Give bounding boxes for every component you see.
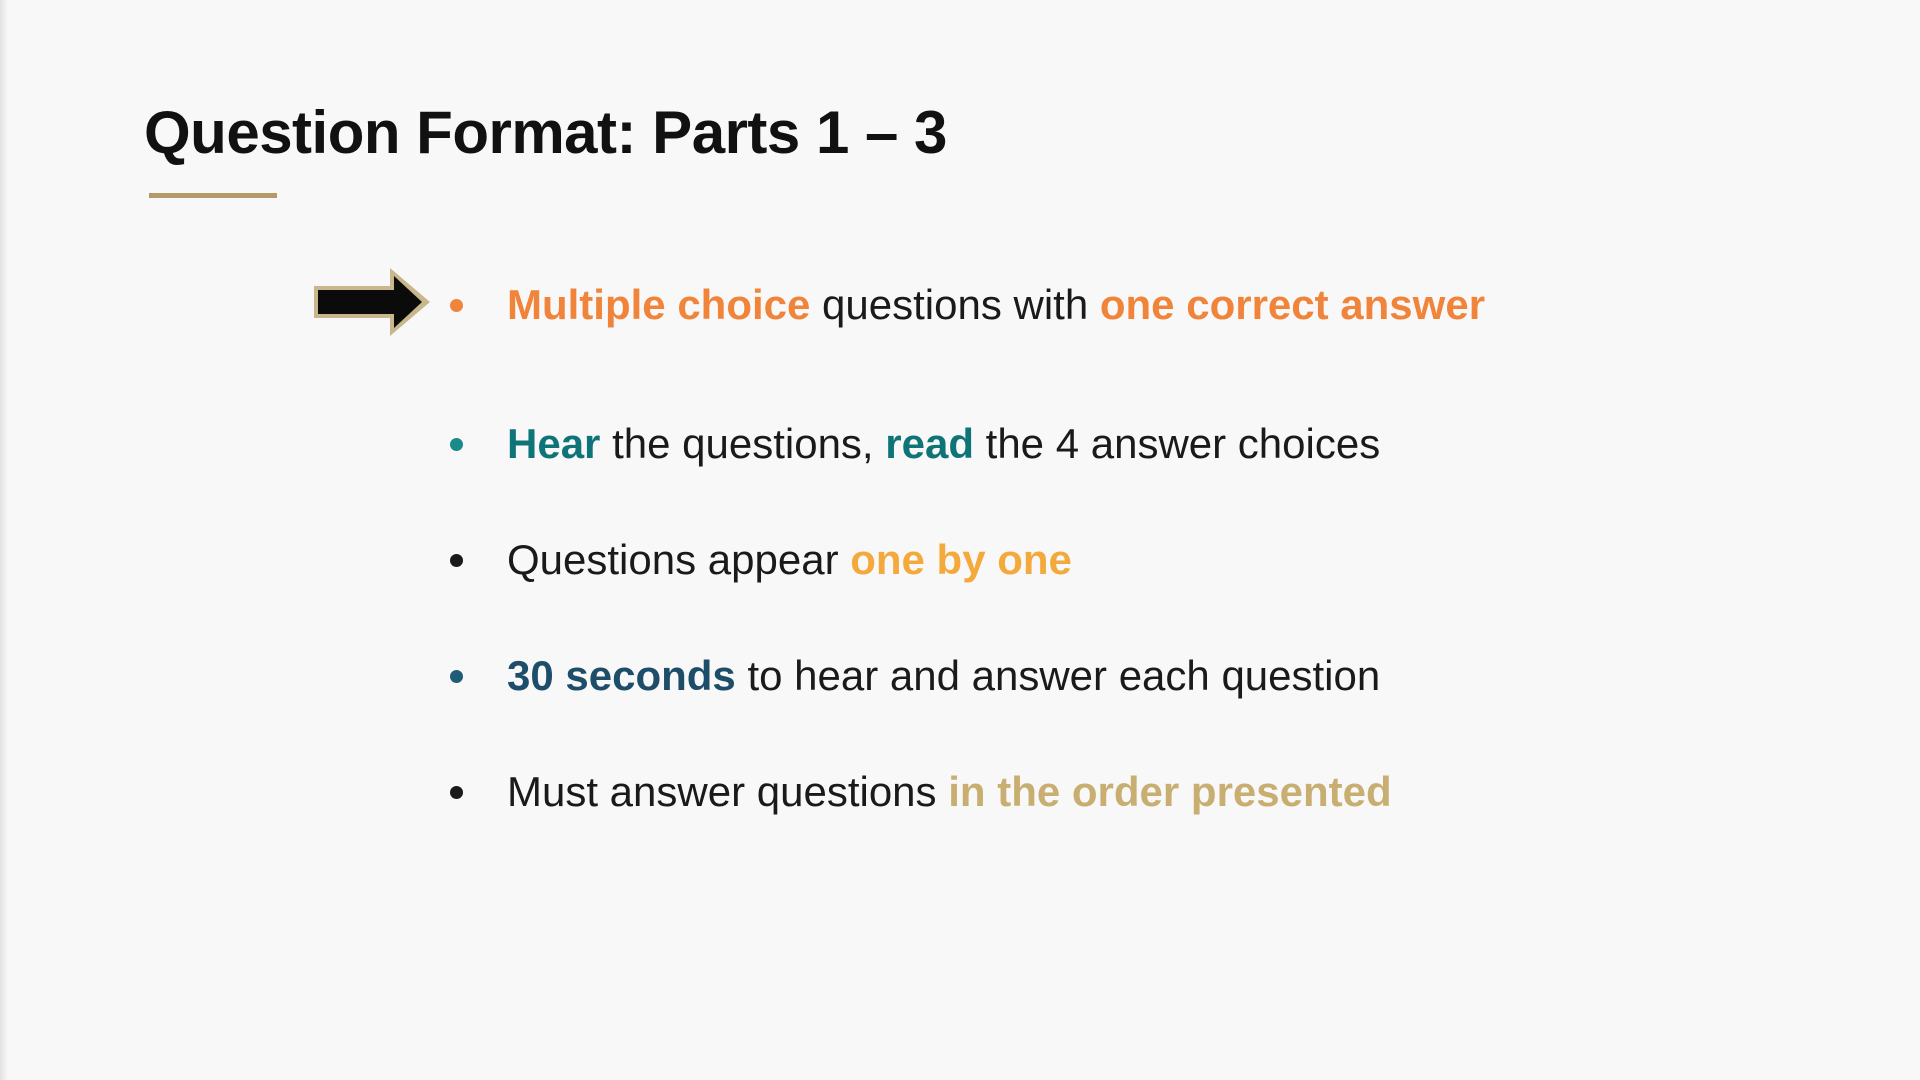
bullet-item (450, 618, 1485, 734)
bullet-highlight: read (885, 420, 974, 467)
bullet-dot-icon (450, 438, 463, 451)
bullet-text (507, 281, 1485, 329)
bullet-segment: to hear and answer each question (735, 652, 1381, 699)
bullet-highlight: 30 seconds (507, 652, 736, 699)
bullet-highlight: one by one (850, 536, 1072, 583)
bullet-item (450, 270, 1485, 340)
bullet-text (507, 652, 1380, 700)
bullet-text (507, 536, 1072, 584)
right-arrow-icon (312, 266, 432, 338)
bullet-item (450, 734, 1485, 850)
bullet-dot-icon (450, 554, 463, 567)
title-underline (149, 193, 277, 198)
bullet-item (450, 502, 1485, 618)
bullet-highlight: Hear (507, 420, 601, 467)
bullet-highlight: in the order presented (948, 768, 1392, 815)
bullet-text (507, 768, 1392, 816)
bullet-text (507, 420, 1380, 468)
slide-title: Question Format: Parts 1 – 3 (144, 99, 947, 166)
bullet-segment: the 4 answer choices (973, 420, 1381, 467)
bullet-highlight: one correct answer (1099, 281, 1486, 328)
bullet-segment: Must answer questions (507, 768, 949, 815)
bullet-highlight: Multiple choice (507, 281, 811, 328)
bullet-segment: questions with (810, 281, 1100, 328)
bullet-dot-icon (450, 786, 463, 799)
bullet-dot-icon (450, 670, 463, 683)
bullet-item (450, 386, 1485, 502)
bullet-list (450, 270, 1485, 850)
bullet-segment: the questions, (600, 420, 886, 467)
slide-left-edge (0, 0, 8, 1080)
bullet-dot-icon (450, 299, 463, 312)
bullet-segment: Questions appear (507, 536, 851, 583)
